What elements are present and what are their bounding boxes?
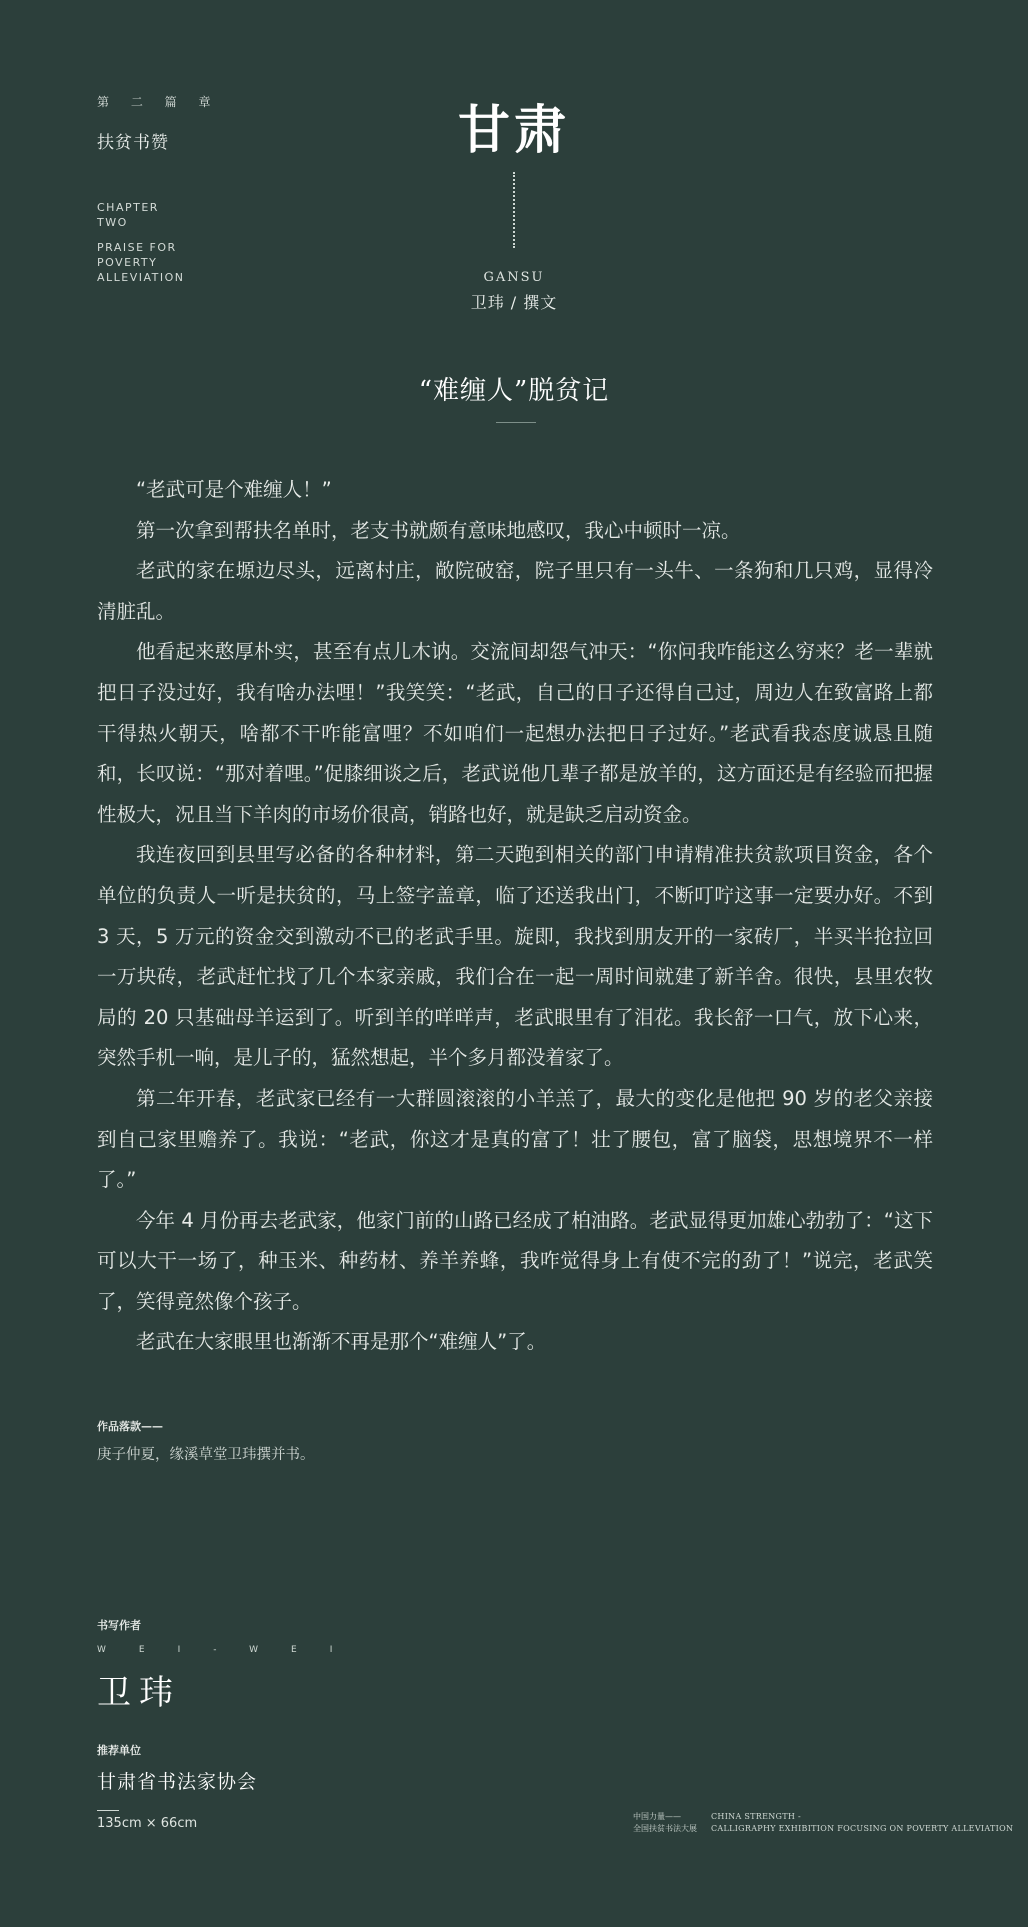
paragraph: “老武可是个难缠人！”: [136, 478, 332, 501]
paragraph: 我连夜回到县里写必备的各种材料，第二天跑到相关的部门申请精准扶贫款项目资金，各个单位的负责人一听是扶贫的，马上签字盖章，临了还送我出门，不断叮咛这事一定要办好。不到 3 天，5 万元的资金交到激动不已的老武手里。旋即，我找到朋友开的一家砖厂，半买半抢拉回一万块砖，老武赶忙找了几个本家亲戚，我们合在一起一周时间就建了新羊舍。很快，县里农牧局的 20 只基础母羊运到了。听到羊的咩咩声，老武眼里有了泪花。我长舒一口气，放下心来，突然手机一响，是儿子的，猛然想起，半个多月都没着家了。: [97, 843, 933, 1070]
chapter-name: 扶贫书赞: [97, 133, 169, 153]
page-title: 甘肃: [457, 100, 570, 161]
title-underline: [496, 422, 536, 423]
dotted-divider: [513, 172, 515, 248]
article-title: “难缠人”脱贫记: [418, 376, 610, 406]
dimensions-text: 135cm × 66cm: [97, 1816, 198, 1831]
paragraph: 第二年开春，老武家已经有一大群圆滚滚的小羊羔了，最大的变化是他把 90 岁的老父亲接到自己家里赡养了。我说：“老武，你这才是真的富了！壮了腰包，富了脑袋，思想境界不一样了。”: [97, 1086, 933, 1192]
inscription-label: 作品落款——: [97, 1420, 163, 1433]
paragraph: 第一次拿到帮扶名单时，老支书就颇有意味地感叹，我心中顿时一凉。: [136, 518, 741, 542]
footer-exhibition-en: [711, 1811, 1013, 1835]
organization-label: 推荐单位: [97, 1744, 141, 1757]
paragraph: 老武的家在塬边尽头，远离村庄，敞院破窑，院子里只有一头牛、一条狗和几只鸡，显得冷清脏乱。: [97, 559, 933, 623]
inscription-text: 庚子仲夏，缘溪草堂卫玮撰并书。: [97, 1447, 315, 1463]
title-en: GANSU: [483, 270, 545, 285]
writer-name-en: WEI-WEI: [97, 1645, 366, 1655]
dimensions-rule: [97, 1810, 119, 1811]
footer-cn-line1: 中国力量——: [633, 1812, 681, 1821]
article-body: [97, 470, 933, 1363]
chapter-label: 第 二 篇 章: [97, 95, 220, 109]
footer-cn-line2: 全国扶贫书法大展: [633, 1824, 697, 1833]
chapter-en-theme: PRAISE FOR POVERTY ALLEVIATION: [97, 241, 185, 284]
paragraph: 老武在大家眼里也渐渐不再是那个“难缠人”了。: [136, 1330, 547, 1354]
footer-exhibition-cn: [633, 1811, 697, 1835]
writer-name: 卫玮: [97, 1673, 181, 1713]
footer-en-line2: CALLIGRAPHY EXHIBITION FOCUSING ON POVERTY ALLEVIATION: [711, 1824, 1014, 1833]
writer-label: 书写作者: [97, 1619, 141, 1632]
paragraph: 他看起来憨厚朴实，甚至有点儿木讷。交流间却怨气冲天：“你问我咋能这么穷来？老一辈就把日子没过好，我有啥办法哩！”我笑笑：“老武，自己的日子还得自己过，周边人在致富路上都干得热火朝天，啥都不干咋能富哩？不如咱们一起想办法把日子过好。”老武看我态度诚恳且随和，长叹说：“那对着哩。”促膝细谈之后，老武说他几辈子都是放羊的，这方面还是有经验而把握性极大，况且当下羊肉的市场价很高，销路也好，就是缺乏启动资金。: [97, 640, 933, 826]
organization-name: 甘肃省书法家协会: [97, 1771, 258, 1793]
chapter-en-number: CHAPTER TWO: [97, 201, 159, 229]
paragraph: 今年 4 月份再去老武家，他家门前的山路已经成了柏油路。老武显得更加雄心勃勃了：“这下可以大干一场了，种玉米、种药材、养羊养蜂，我咋觉得身上有使不完的劲了！”说完，老武笑了，笑得竟然像个孩子。: [97, 1208, 933, 1313]
footer-en-line1: CHINA STRENGTH -: [711, 1812, 802, 1821]
author-credit: 卫玮 / 撰文: [470, 293, 558, 312]
